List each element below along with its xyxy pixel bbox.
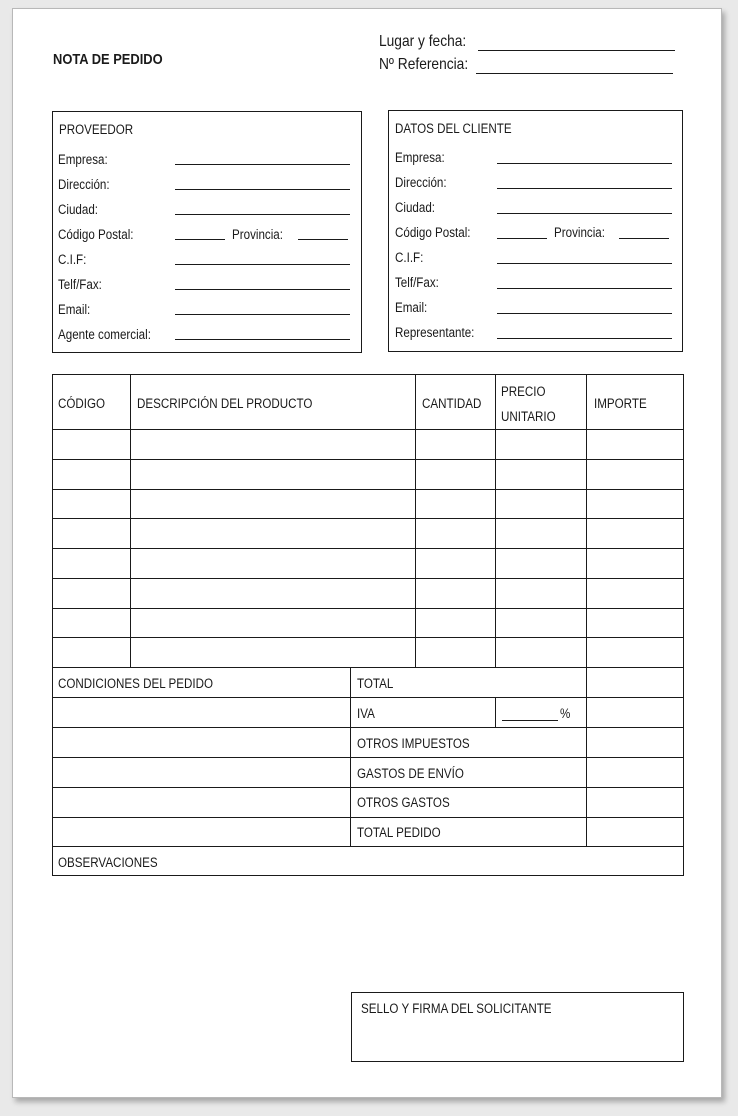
col-header-descripcion: DESCRIPCIÓN DEL PRODUCTO xyxy=(137,396,313,411)
provider-field-label: Ciudad: xyxy=(58,202,99,217)
table-row-divider xyxy=(53,757,683,758)
col-header-importe: IMPORTE xyxy=(594,396,647,411)
products-table xyxy=(52,374,684,876)
client-direccion-line[interactable] xyxy=(497,188,672,189)
table-row-divider xyxy=(53,667,683,668)
provider-province-line[interactable] xyxy=(298,239,348,240)
provider-telf-line[interactable] xyxy=(175,289,350,290)
col-header-cantidad: CANTIDAD xyxy=(422,396,482,411)
table-col-divider xyxy=(415,375,416,667)
provider-field-label: Email: xyxy=(58,302,91,317)
place-date-line[interactable] xyxy=(478,50,675,51)
provider-box xyxy=(52,111,362,353)
table-col-divider xyxy=(586,375,587,846)
client-empresa-line[interactable] xyxy=(497,163,672,164)
provider-province-label: Provincia: xyxy=(232,227,283,242)
otros-impuestos-label: OTROS IMPUESTOS xyxy=(357,736,470,751)
client-field-label: Empresa: xyxy=(395,150,445,165)
otros-gastos-label: OTROS GASTOS xyxy=(357,795,450,810)
provider-empresa-line[interactable] xyxy=(175,164,350,165)
client-field-label: Telf/Fax: xyxy=(395,275,439,290)
client-field-label: Código Postal: xyxy=(395,225,471,240)
table-row-divider xyxy=(53,608,683,609)
conditions-label: CONDICIONES DEL PEDIDO xyxy=(58,676,214,691)
client-province-label: Provincia: xyxy=(554,225,605,240)
table-row-divider xyxy=(53,459,683,460)
total-label: TOTAL xyxy=(357,676,394,691)
client-field-label: Dirección: xyxy=(395,175,447,190)
table-row-divider xyxy=(53,697,683,698)
table-row-divider xyxy=(53,518,683,519)
observations-label: OBSERVACIONES xyxy=(58,855,158,870)
iva-percent-sign: % xyxy=(560,706,571,721)
table-row-divider xyxy=(53,578,683,579)
provider-field-label: Código Postal: xyxy=(58,227,134,242)
signature-label: SELLO Y FIRMA DEL SOLICITANTE xyxy=(361,1001,552,1016)
client-field-label: C.I.F: xyxy=(395,250,424,265)
client-field-label: Ciudad: xyxy=(395,200,436,215)
table-col-divider xyxy=(495,697,496,727)
table-row-divider xyxy=(53,727,683,728)
signature-box[interactable] xyxy=(351,992,684,1062)
provider-direccion-line[interactable] xyxy=(175,189,350,190)
table-row-divider xyxy=(53,817,683,818)
table-col-divider xyxy=(130,375,131,667)
client-box xyxy=(388,110,683,352)
table-row-divider xyxy=(53,787,683,788)
table-row-divider xyxy=(53,637,683,638)
table-row-divider xyxy=(53,429,683,430)
client-field-label: Representante: xyxy=(395,325,475,340)
col-header-precio: PRECIO xyxy=(501,384,546,399)
client-field-label: Email: xyxy=(395,300,428,315)
provider-ciudad-line[interactable] xyxy=(175,214,350,215)
provider-field-label: Agente comercial: xyxy=(58,327,151,342)
gastos-envio-label: GASTOS DE ENVÍO xyxy=(357,766,464,781)
order-form-page xyxy=(12,8,722,1098)
client-postal-line[interactable] xyxy=(497,238,547,239)
col-header-unitario: UNITARIO xyxy=(501,409,556,424)
provider-title: PROVEEDOR xyxy=(59,122,134,137)
client-email-line[interactable] xyxy=(497,313,672,314)
total-pedido-label: TOTAL PEDIDO xyxy=(357,825,441,840)
provider-field-label: Empresa: xyxy=(58,152,108,167)
table-col-divider xyxy=(350,667,351,846)
client-province-line[interactable] xyxy=(619,238,669,239)
provider-field-label: Telf/Fax: xyxy=(58,277,102,292)
col-header-codigo: CÓDIGO xyxy=(58,396,106,411)
provider-field-label: Dirección: xyxy=(58,177,110,192)
iva-label: IVA xyxy=(357,706,375,721)
table-row-divider xyxy=(53,846,683,847)
provider-email-line[interactable] xyxy=(175,314,350,315)
provider-cif-line[interactable] xyxy=(175,264,350,265)
table-row-divider xyxy=(53,489,683,490)
client-title: DATOS DEL CLIENTE xyxy=(395,121,512,136)
reference-line[interactable] xyxy=(476,73,673,74)
form-title: NOTA DE PEDIDO xyxy=(53,51,163,68)
table-col-divider xyxy=(495,375,496,667)
client-ciudad-line[interactable] xyxy=(497,213,672,214)
client-cif-line[interactable] xyxy=(497,263,672,264)
provider-field-label: C.I.F: xyxy=(58,252,87,267)
table-row-divider xyxy=(53,548,683,549)
client-representante-line[interactable] xyxy=(497,338,672,339)
place-date-label: Lugar y fecha: xyxy=(379,33,467,50)
reference-label: Nº Referencia: xyxy=(379,56,469,73)
provider-postal-line[interactable] xyxy=(175,239,225,240)
provider-agent-line[interactable] xyxy=(175,339,350,340)
iva-percent-line[interactable] xyxy=(502,720,558,721)
client-telf-line[interactable] xyxy=(497,288,672,289)
